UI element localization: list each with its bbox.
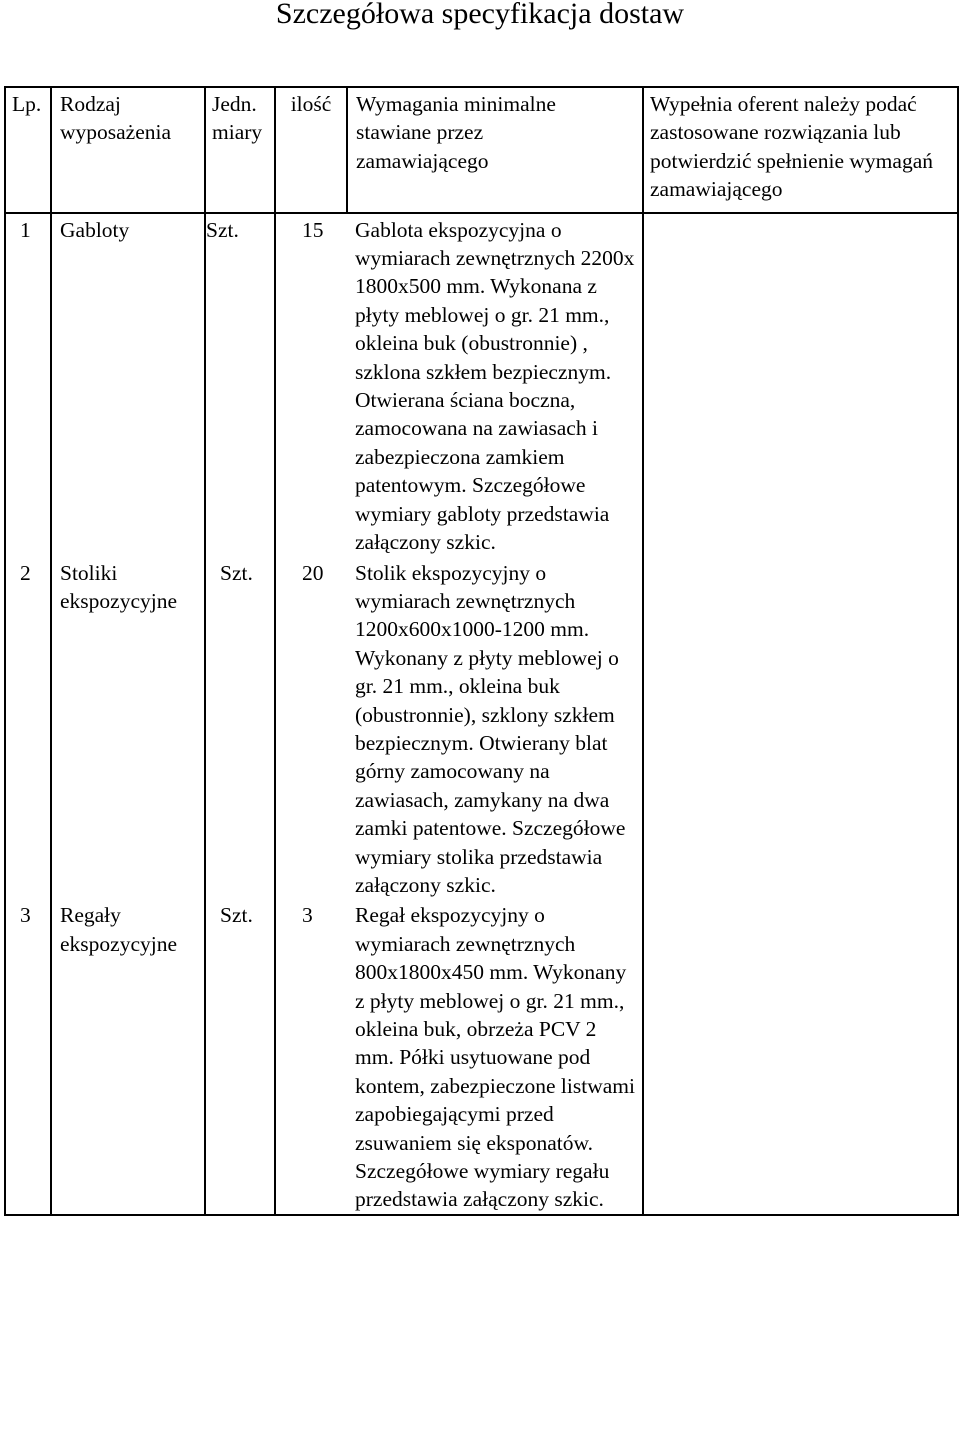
row-requirements-text: Stolik ekspozycyjny o wymiarach zewnętrznych 1200x600x1000-1200 mm. Wykonany z płyty meblowej o gr. 21 mm., okleina buk (obustronnie), szklony szkłem bezpiecznym. Otwierany blat górny zamocowany na zawiasach, zamykany na dwa zamki patentowe. Szczegółowe wymiary stolika przedstawia załączony szkic. [355,560,626,897]
header-requirements [347,87,643,213]
row-requirements-text: Gablota ekspozycyjna o wymiarach zewnętrznych 2200x 1800x500 mm. Wykonana z płyty meblowej o gr. 21 mm., okleina buk (obustronnie) , szklona szkłem bezpiecznym. Otwierana ściana boczna, zamocowana na zawiasach i zabezpieczona zamkiem patentowym. Szczegółowe wymiary gabloty przedstawia załączony szkic. [355,217,635,555]
row-lp: 3 [5,899,51,1214]
table-row [5,557,958,900]
header-type: Rodzaj wyposażenia [51,87,205,213]
row-lp: 1 [5,213,51,557]
row-requirements [347,213,643,557]
row-qty: 20 [275,557,347,900]
row-type: Regały ekspozycyjne [51,899,205,1214]
header-qty: ilość [275,87,347,213]
header-lp: Lp. [5,87,51,213]
row-qty: 3 [275,899,347,1214]
row-lp: 2 [5,557,51,900]
document-title: Szczegółowa specyfikacja dostaw [275,0,685,30]
row-qty: 15 [275,213,347,557]
table-row [5,899,958,1214]
row-requirements [347,557,643,900]
header-unit: Jedn. miary [205,87,275,213]
row-unit: Szt. [205,557,275,900]
header-row [5,87,958,213]
row-requirements-text: Regał ekspozycyjny o wymiarach zewnętrznych 800x1800x450 mm. Wykonany z płyty meblowej o gr. 21 mm., okleina buk, obrzeża PCV 2 mm. Półki usytuowane pod kontem, zabezpieczone listwami zapobiegającymi przed zsuwaniem się eksponatów. Szczegółowe wymiary regału przedstawia załączony szkic. [355,903,635,1212]
header-offer-text: Wypełnia oferent należy podać zastosowane rozwiązania lub potwierdzić spełnienie wymagań zamawiającego [650,92,933,202]
row-offer[interactable] [643,213,958,557]
row-offer[interactable] [643,899,958,1214]
table-row [5,213,958,557]
row-unit: Szt. [205,899,275,1214]
row-offer[interactable] [643,557,958,900]
row-requirements [347,899,643,1214]
specification-table [4,86,959,1216]
row-type: Stoliki ekspozycyjne [51,557,205,900]
row-type: Gabloty [51,213,205,557]
header-offer [643,87,958,213]
header-requirements-text: Wymagania minimalne stawiane przez zamawiającego [356,92,556,173]
row-unit: Szt. [205,213,275,557]
